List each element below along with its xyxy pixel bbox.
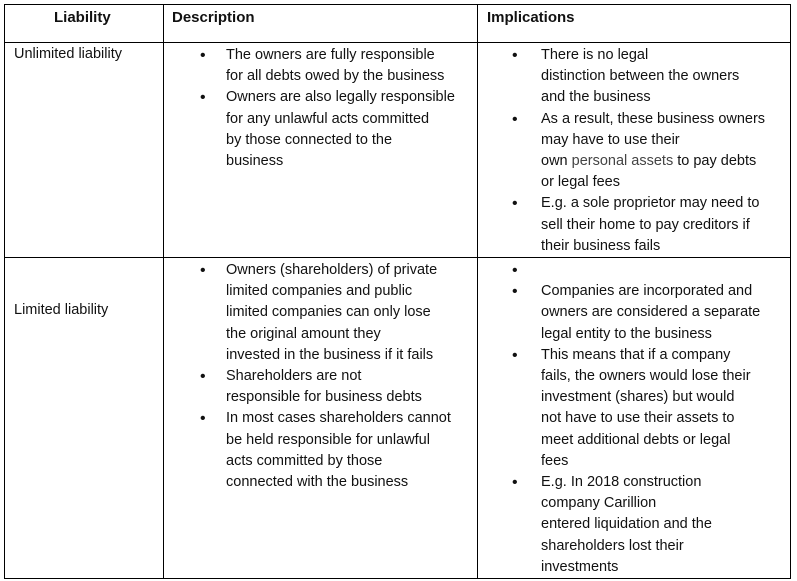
description-cell xyxy=(164,258,478,579)
implications-cell xyxy=(478,258,791,579)
liability-cell xyxy=(5,43,164,258)
list-item: • Owners (shareholders) of private limited companies and public limited companies can only lose the original amount they invested in the business if it fails xyxy=(164,260,477,366)
table-row-unlimited xyxy=(5,43,791,258)
description-list xyxy=(164,43,477,172)
list-item: • There is no legal distinction between the owners and the business xyxy=(478,45,790,109)
list-item: • In most cases shareholders cannot be held responsible for unlawful acts committed by those connected with the business xyxy=(164,408,477,493)
header-description: Description xyxy=(164,5,478,43)
liability-label: Unlimited liability xyxy=(14,46,122,62)
list-item: • This means that if a company fails, the owners would lose their investment (shares) but would not have to use their assets to meet additional debts or legal fees xyxy=(478,345,790,472)
description-cell xyxy=(164,43,478,258)
personal-assets-link: personal assets xyxy=(571,153,674,170)
implications-list xyxy=(478,43,790,257)
list-item: • Shareholders are not responsible for business debts xyxy=(164,366,477,408)
header-implications: Implications xyxy=(478,5,791,43)
header-liability: Liability xyxy=(5,5,164,43)
liability-label: Limited liability xyxy=(14,302,109,319)
implications-cell xyxy=(478,43,791,258)
table-row-limited xyxy=(5,258,791,579)
list-item: • As a result, these business owners may have to use their own personal assets to pay debts or legal fees xyxy=(478,109,790,194)
list-item: • E.g. a sole proprietor may need to sell their home to pay creditors if their business fails xyxy=(478,193,790,257)
list-item xyxy=(478,260,790,281)
description-list xyxy=(164,258,477,493)
list-item: • Owners are also legally responsible for any unlawful acts committed by those connected to the business xyxy=(164,87,477,172)
implications-list xyxy=(478,258,790,578)
list-item: • Companies are incorporated and owners are considered a separate legal entity to the business xyxy=(478,281,790,345)
header-row xyxy=(5,5,791,43)
list-item: • The owners are fully responsible for all debts owed by the business xyxy=(164,45,477,87)
liability-table xyxy=(4,4,791,579)
liability-cell xyxy=(5,258,164,579)
list-item: • E.g. In 2018 construction company Carillion entered liquidation and the shareholders lost their investments xyxy=(478,472,790,578)
